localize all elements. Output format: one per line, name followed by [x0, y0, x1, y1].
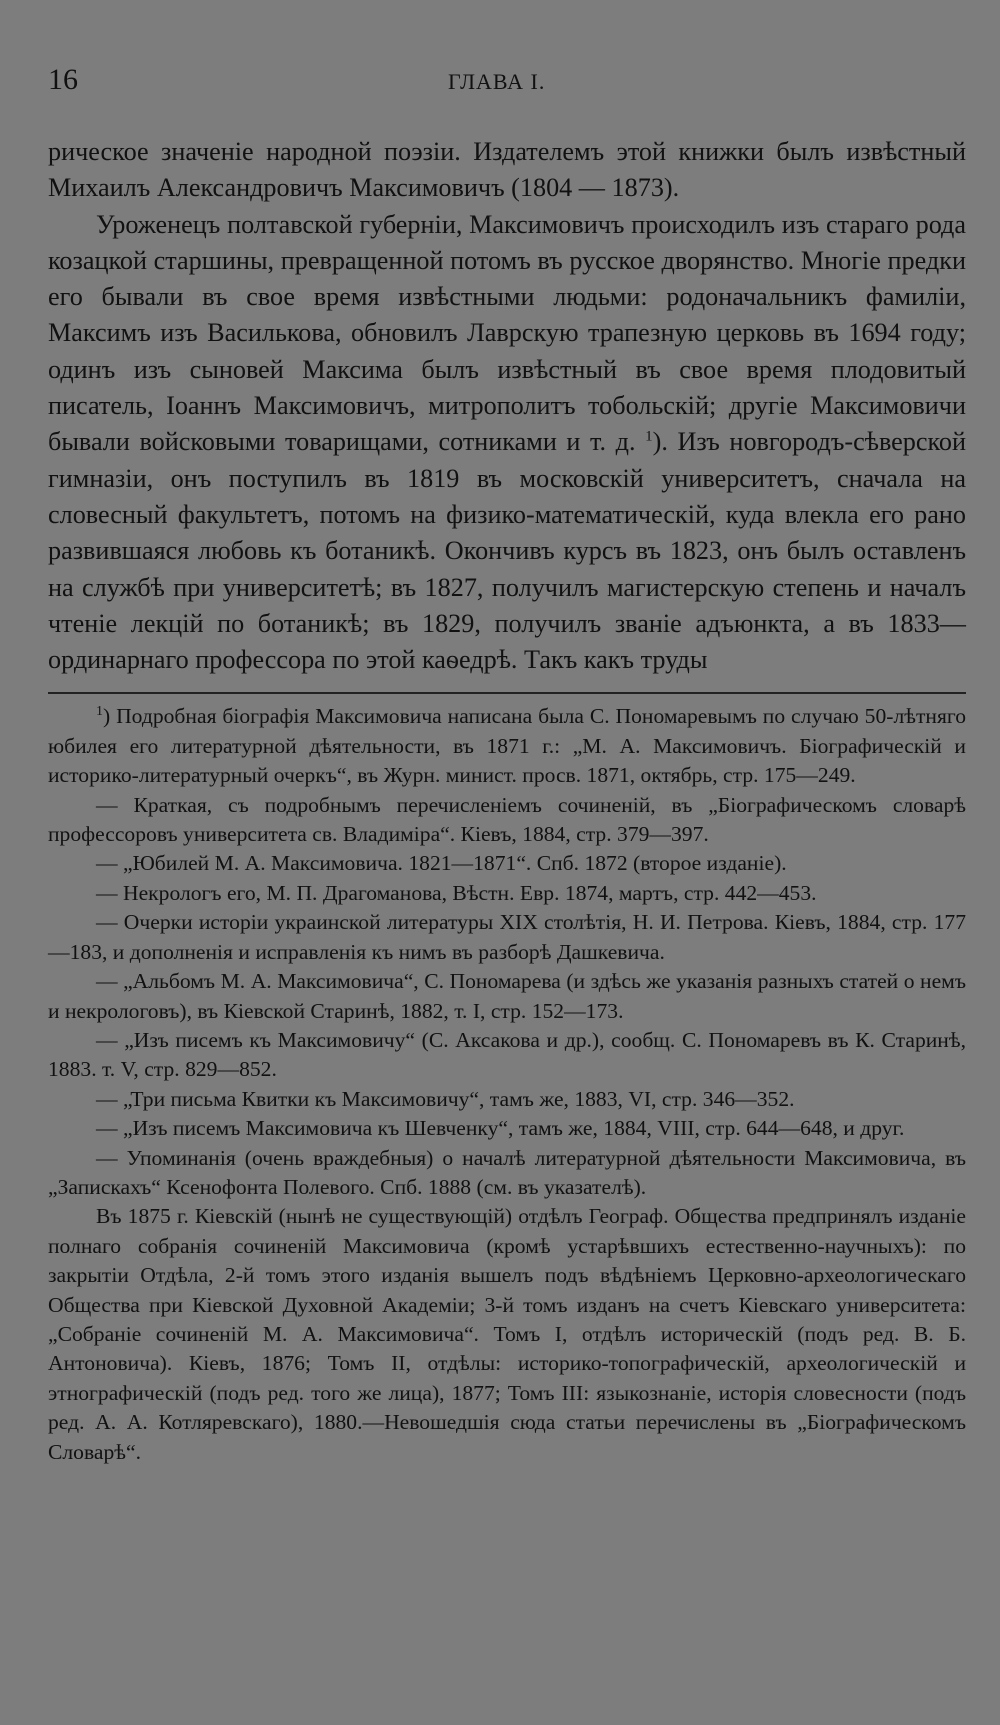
footnote-1-text: ) Подробная біографія Максимовича написана была С. Пономаревымъ по случаю 50-лѣтняго юбилея его литературной дѣятельности, въ 1871 г.: „М. А. Максимовичъ. Біографическій и историко-литературный очеркъ“, въ Журн. минист. просв. 1871, октябрь, стр. 175—249.	[48, 704, 966, 788]
footnote-1	[48, 702, 966, 790]
footnote-mark: 1	[96, 704, 103, 720]
footnote-entry: — Некрологъ его, М. П. Драгоманова, Вѣстн. Евр. 1874, мартъ, стр. 442—453.	[96, 880, 817, 905]
page-number: 16	[48, 63, 78, 96]
paragraph-2	[48, 207, 966, 679]
footnote-edition-note: Въ 1875 г. Кіевскій (нынѣ не существующій) отдѣлъ Географ. Общества предпринялъ изданіе полнаго собранія сочиненій Максимовича (кромѣ устарѣвшихъ естественно-научныхъ): по закрытіи Отдѣла, 2-й томъ этого изданія вышелъ подъ вѣдѣніемъ Церковно-археологическаго Общества при Кіевской Духовной Академіи; 3-й томъ изданъ на счетъ Кіевскаго университета: „Собраніе сочиненій М. А. Максимовича“. Томъ I, отдѣлъ историческій (подъ ред. В. Б. Антоновича). Кіевъ, 1876; Томъ II, отдѣлы: историко-топографическій, археологическій и этнографическій (подъ ред. того же лица), 1877; Томъ III: языкознаніе, исторія словесности (подъ ред. А. А. Котляревскаго), 1880.—Невошедшія сюда статьи перечислены въ „Біографическомъ Словарѣ“.	[48, 1204, 966, 1464]
footnotes	[48, 702, 966, 1467]
footnote-entry: — Упоминанія (очень враждебныя) о началѣ литературной дѣятельности Максимовича, въ „Запискахъ“ Ксенофонта Полевого. Спб. 1888 (см. въ указателѣ).	[48, 1145, 966, 1199]
main-text	[48, 134, 966, 678]
paragraph-1: рическое значеніе народной поэзіи. Издателемъ этой книжки былъ извѣстный Михаилъ Александровичъ Максимовичъ (1804 — 1873).	[48, 137, 966, 203]
footnote-entry: — „Изъ писемъ Максимовича къ Шевченку“, тамъ же, 1884, VIII, стр. 644—648, и друг.	[96, 1116, 905, 1141]
paragraph-2-continuation: ). Изъ новгородъ-сѣверской гимназіи, онъ поступилъ въ 1819 въ московскій университетъ, сначала на словесный факультетъ, потомъ на физико-математическій, куда влекла его рано развившаяся любовь къ ботаникѣ. Окончивъ курсъ въ 1823, онъ былъ оставленъ на службѣ при университетѣ; въ 1827, получилъ магистерскую степень и началъ чтеніе лекцій по ботаникѣ; въ 1829, получилъ званіе адъюнкта, а въ 1833—ординарнаго профессора по этой каѳедрѣ. Такъ какъ труды	[48, 427, 966, 675]
footnote-entry: — „Юбилей М. А. Максимовича. 1821—1871“. Спб. 1872 (второе изданіе).	[96, 851, 787, 876]
running-head: ГЛАВА I.	[448, 69, 546, 94]
footnote-entry: — Очерки исторіи украинской литературы XIX столѣтія, Н. И. Петрова. Кіевъ, 1884, стр. 177—183, и дополненія и исправленія къ нимъ въ разборѣ Дашкевича.	[48, 910, 966, 964]
footnote-entry: — Краткая, съ подробнымъ перечисленіемъ сочиненій, въ „Біографическомъ словарѣ профессоровъ университета св. Владиміра“. Кіевъ, 1884, стр. 379—397.	[48, 792, 966, 847]
page-header	[48, 60, 966, 104]
footnote-divider	[48, 692, 966, 694]
book-page	[48, 60, 966, 1467]
footnote-entry: — „Три письма Квитки къ Максимовичу“, тамъ же, 1883, VI, стр. 346—352.	[96, 1086, 795, 1111]
paragraph-2-text: Уроженецъ полтавской губерніи, Максимовичъ происходилъ изъ стараго рода козацкой старшины, превращенной потомъ въ русское дворянство. Многіе предки его бывали въ свое время извѣстными людьми: родоначальникъ фамиліи, Максимъ изъ Василькова, обновилъ Лаврскую трапезную церковь въ 1694 году; одинъ изъ сыновей Максима былъ извѣстный въ свое время плодовитый писатель, Іоаннъ Максимовичъ, митрополитъ тобольскій; другіе Максимовичи бывали войсковыми товарищами, сотниками и т. д.	[48, 209, 966, 457]
footnote-entry: — „Изъ писемъ къ Максимовичу“ (С. Аксакова и др.), сообщ. С. Пономаревъ въ К. Старинѣ, 1883. т. V, стр. 829—852.	[48, 1027, 966, 1082]
footnote-reference: 1	[645, 428, 653, 445]
footnote-entry: — „Альбомъ М. А. Максимовича“, С. Пономарева (и здѣсь же указанія разныхъ статей о немъ и некрологовъ), въ Кіевской Старинѣ, 1882, т. I, стр. 152—173.	[48, 969, 966, 1023]
